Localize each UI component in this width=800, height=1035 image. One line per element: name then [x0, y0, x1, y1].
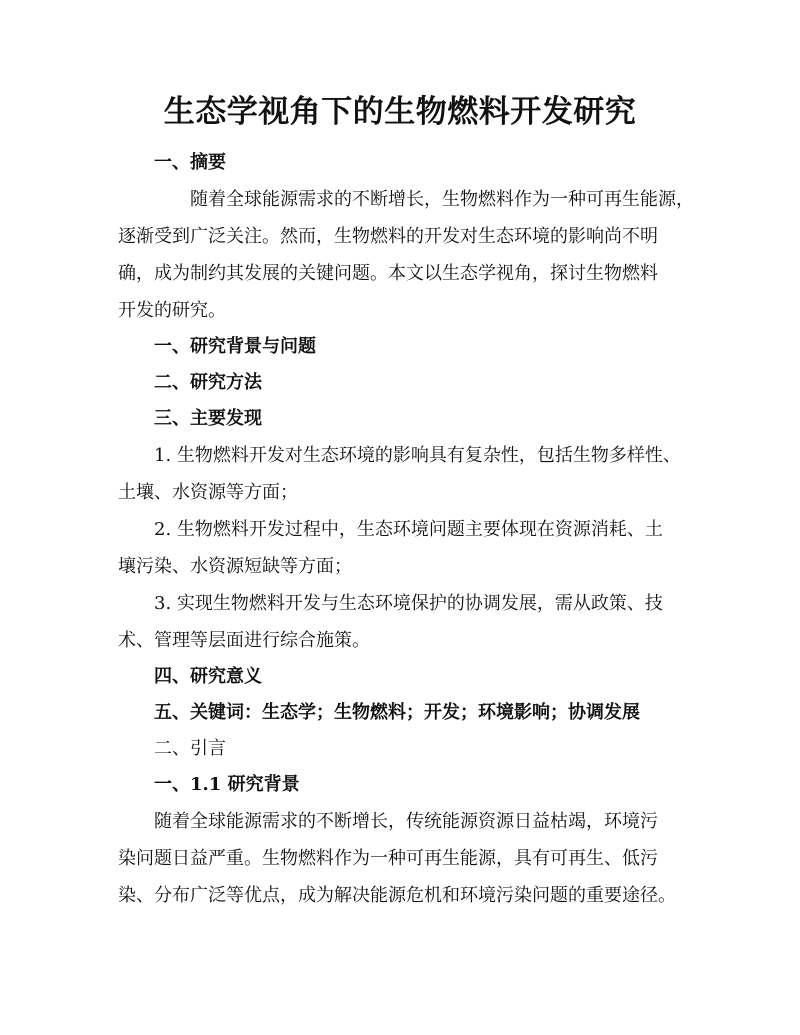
- abstract-line: 开发的研究。: [118, 300, 226, 321]
- finding-item-1: [118, 437, 688, 511]
- intro-line: 染问题日益严重。生物燃料作为一种可再生能源，具有可再生、低污: [118, 848, 658, 869]
- finding-line: 术、管理等层面进行综合施策。: [118, 630, 370, 651]
- abstract-paragraph: [118, 181, 694, 329]
- finding-line: 2. 生物燃料开发过程中，生态环境问题主要体现在资源消耗、土: [154, 519, 663, 540]
- findings-heading: 三、主要发现: [154, 408, 262, 429]
- methods-heading: 二、研究方法: [154, 372, 262, 393]
- intro-line: 随着全球能源需求的不断增长，传统能源资源日益枯竭，环境污: [154, 811, 658, 832]
- abstract-line: 随着全球能源需求的不断增长，生物燃料作为一种可再生能源，: [190, 189, 694, 210]
- intro-heading: 二、引言: [154, 738, 226, 759]
- keywords-heading: 五、关键词：生态学；生物燃料；开发；环境影响；协调发展: [154, 702, 640, 723]
- abstract-line: 逐渐受到广泛关注。然而，生物燃料的开发对生态环境的影响尚不明: [118, 226, 658, 247]
- finding-item-2: [118, 511, 688, 585]
- document-title: 生态学视角下的生物燃料开发研究: [163, 94, 637, 130]
- intro-background-heading: 一、1.1 研究背景: [154, 774, 300, 795]
- intro-line: 染、分布广泛等优点，成为解决能源危机和环境污染问题的重要途径。: [118, 885, 676, 906]
- finding-line: 3. 实现生物燃料开发与生态环境保护的协调发展，需从政策、技: [154, 593, 663, 614]
- finding-line: 壤污染、水资源短缺等方面；: [118, 556, 352, 577]
- finding-item-3: [118, 585, 688, 659]
- abstract-line: 确，成为制约其发展的关键问题。本文以生态学视角，探讨生物燃料: [118, 263, 658, 284]
- finding-line: 土壤、水资源等方面；: [118, 482, 298, 503]
- document-body: [118, 145, 694, 914]
- intro-paragraph: [118, 803, 688, 914]
- finding-line: 1. 生物燃料开发对生态环境的影响具有复杂性，包括生物多样性、: [154, 445, 681, 466]
- abstract-heading: 一、摘要: [154, 152, 226, 173]
- background-heading: 一、研究背景与问题: [154, 336, 316, 357]
- significance-heading: 四、研究意义: [154, 666, 262, 687]
